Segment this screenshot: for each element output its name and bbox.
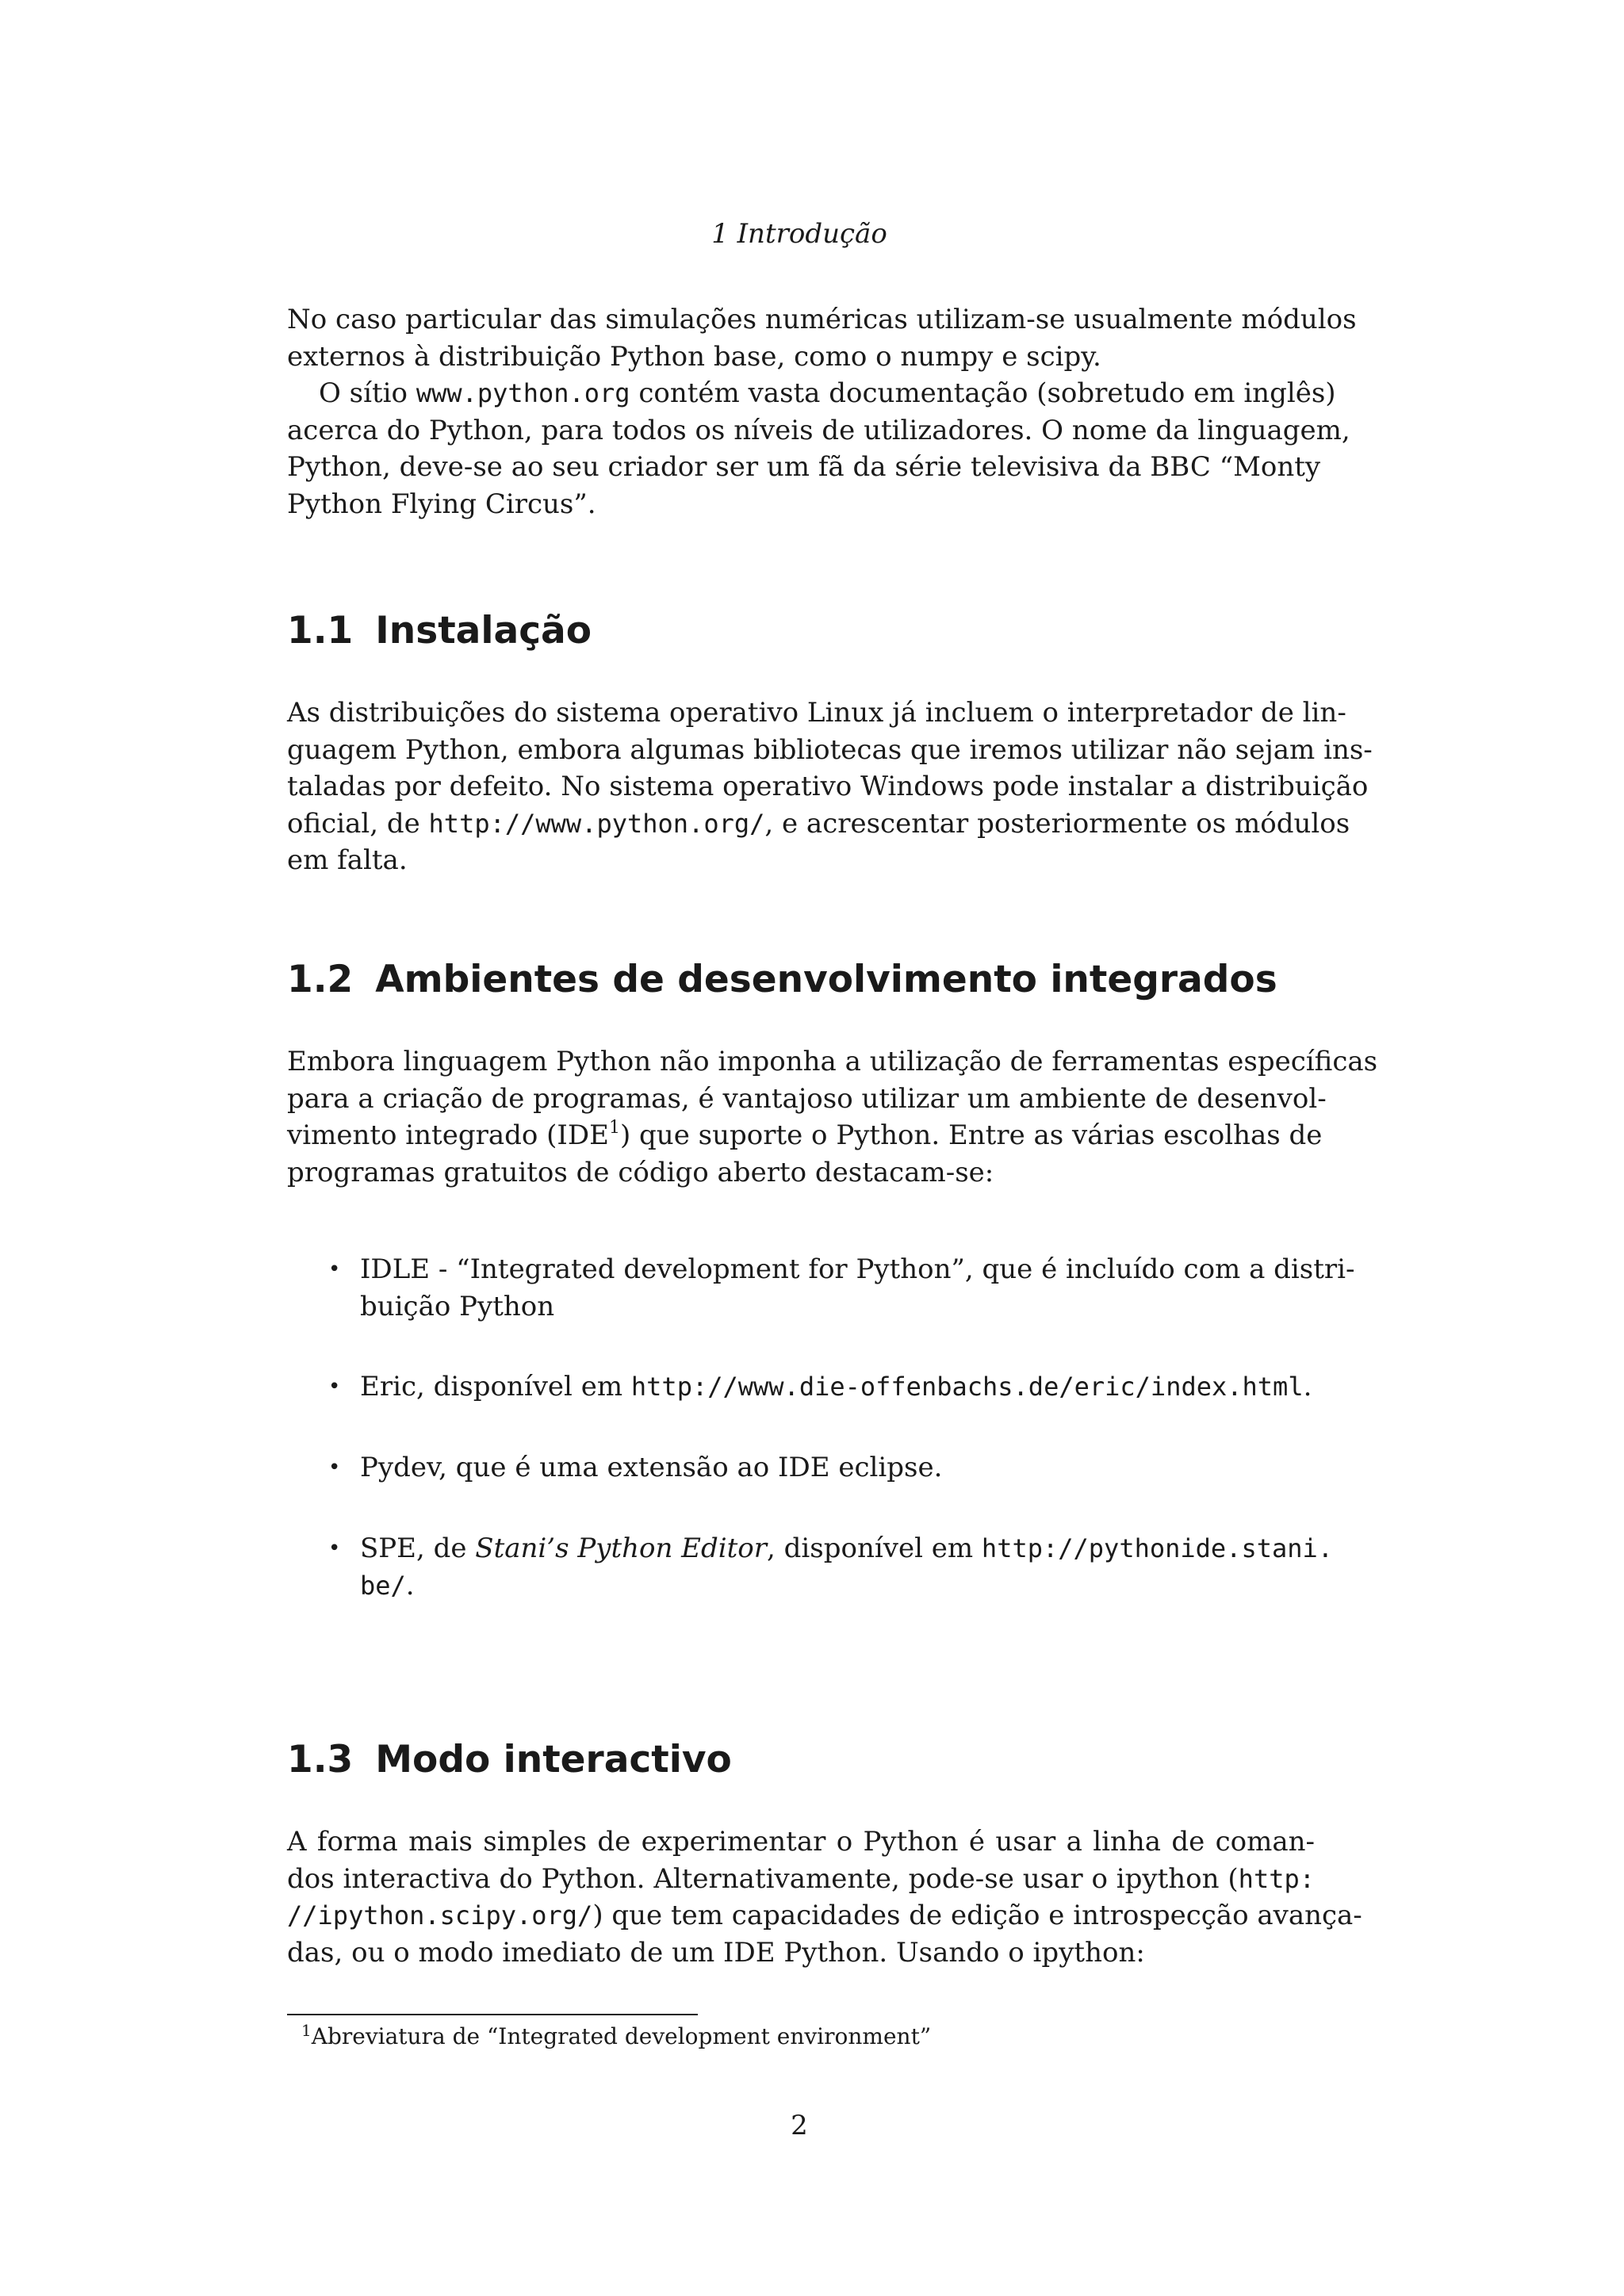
text-line: No caso particular das simulações numéricas utilizam-se usualmente módulos bbox=[287, 304, 1357, 335]
text-line bbox=[360, 1567, 1315, 1605]
paragraph-instalacao bbox=[287, 695, 1373, 879]
url-python-org-full[interactable]: http://www.python.org/ bbox=[428, 808, 765, 839]
text-line bbox=[360, 1530, 1334, 1567]
list-item bbox=[287, 1530, 1334, 1605]
url-spe[interactable]: http://pythonide.stani. bbox=[981, 1533, 1334, 1563]
text-span: Eric, disponível em bbox=[360, 1371, 631, 1402]
text-span: oficial, de bbox=[287, 807, 429, 840]
section-heading-modo-interactivo bbox=[287, 1736, 732, 1784]
intro-paragraph-1 bbox=[287, 301, 1357, 375]
section-number: 1.2 bbox=[287, 958, 354, 1001]
text-span: SPE, de bbox=[360, 1533, 476, 1564]
url-spe-cont[interactable]: be/ bbox=[360, 1570, 406, 1601]
text-span: . bbox=[405, 1569, 415, 1601]
emphasis-spe: Stani’s Python Editor bbox=[475, 1533, 768, 1564]
list-item bbox=[287, 1251, 1355, 1326]
section-title: Modo interactivo bbox=[375, 1738, 732, 1781]
text-line: IDLE - “Integrated development for Python”, que é incluído com a distri- bbox=[360, 1253, 1355, 1285]
url-ipython-cont[interactable]: //ipython.scipy.org/ bbox=[287, 1900, 593, 1931]
text-line: das, ou o modo imediato de um IDE Python. Usando o ipython: bbox=[287, 1936, 1145, 1969]
text-line: A forma mais simples de experimentar o Python é usar a linha de coman- bbox=[287, 1826, 1315, 1858]
text-span: . bbox=[1303, 1371, 1312, 1402]
text-line bbox=[287, 1861, 1315, 1898]
bullet-icon: • bbox=[328, 1456, 341, 1479]
section-title: Instalação bbox=[375, 609, 592, 652]
text-line: Pydev, que é uma extensão ao IDE eclipse. bbox=[360, 1452, 943, 1483]
bullet-icon: • bbox=[328, 1257, 341, 1281]
section-number: 1.3 bbox=[287, 1738, 354, 1781]
list-item bbox=[287, 1449, 1315, 1487]
url-eric[interactable]: http://www.die-offenbachs.de/eric/index.html bbox=[630, 1372, 1304, 1402]
text-line bbox=[287, 1897, 1362, 1934]
paragraph-ambientes bbox=[287, 1043, 1378, 1191]
footnote-mark: 1 bbox=[301, 2021, 312, 2040]
text-span: contém vasta documentação (sobretudo em inglês) bbox=[630, 377, 1336, 409]
text-line: buição Python bbox=[360, 1290, 555, 1322]
section-heading-instalacao bbox=[287, 607, 592, 655]
page-number: 2 bbox=[791, 2110, 808, 2141]
text-line: Python Flying Circus”. bbox=[287, 488, 596, 520]
list-item-text bbox=[360, 1251, 1355, 1325]
text-line bbox=[360, 1368, 1315, 1406]
footnote bbox=[301, 2022, 931, 2052]
footnote-text: Abreviatura de “Integrated development environment” bbox=[311, 2023, 932, 2049]
text-line: externos à distribuição Python base, como o numpy e scipy. bbox=[287, 340, 1101, 373]
paragraph-modo-interactivo bbox=[287, 1823, 1362, 1971]
text-line: guagem Python, embora algumas bibliotecas que iremos utilizar não sejam ins- bbox=[287, 733, 1373, 766]
text-line bbox=[287, 375, 1336, 412]
url-ipython[interactable]: http: bbox=[1238, 1863, 1315, 1894]
text-line bbox=[287, 806, 1350, 843]
text-span: ) que tem capacidades de edição e introspecção avança- bbox=[592, 1900, 1362, 1931]
list-item-text bbox=[360, 1368, 1315, 1406]
text-line: programas gratuitos de código aberto destacam-se: bbox=[287, 1156, 994, 1188]
url-python-org[interactable]: www.python.org bbox=[416, 378, 630, 408]
text-line: Embora linguagem Python não imponha a utilização de ferramentas específicas bbox=[287, 1046, 1378, 1077]
running-head: 1 Introdução bbox=[711, 218, 887, 250]
bullet-icon: • bbox=[328, 1375, 341, 1399]
list-item bbox=[287, 1368, 1315, 1406]
text-span: dos interactiva do Python. Alternativamente, pode-se usar o ipython ( bbox=[287, 1862, 1239, 1895]
text-line: para a criação de programas, é vantajoso utilizar um ambiente de desenvol- bbox=[287, 1082, 1327, 1115]
footnote-ref[interactable]: 1 bbox=[608, 1118, 620, 1138]
text-span: vimento integrado (IDE bbox=[287, 1119, 609, 1151]
footnote-divider bbox=[287, 2014, 698, 2015]
text-span: , e acrescentar posteriormente os módulos bbox=[764, 807, 1350, 840]
intro-paragraph-2 bbox=[287, 375, 1350, 522]
text-line: em falta. bbox=[287, 844, 408, 876]
text-span: O sítio bbox=[319, 377, 416, 409]
text-line: Python, deve-se ao seu criador ser um fã da série televisiva da BBC “Monty bbox=[287, 451, 1321, 483]
text-line: acerca do Python, para todos os níveis de utilizadores. O nome da linguagem, bbox=[287, 414, 1350, 446]
section-number: 1.1 bbox=[287, 609, 354, 652]
section-heading-ambientes bbox=[287, 956, 1277, 1004]
text-span: , disponível em bbox=[767, 1533, 982, 1564]
list-item-text bbox=[360, 1449, 1315, 1487]
text-line: taladas por defeito. No sistema operativo Windows pode instalar a distribuição bbox=[287, 771, 1369, 802]
section-title: Ambientes de desenvolvimento integrados bbox=[375, 958, 1277, 1001]
text-line bbox=[287, 1117, 1323, 1154]
text-line: As distribuições do sistema operativo Linux já incluem o interpretador de lin- bbox=[287, 697, 1346, 729]
text-span: ) que suporte o Python. Entre as várias escolhas de bbox=[619, 1119, 1323, 1151]
bullet-icon: • bbox=[328, 1536, 341, 1560]
list-item-text bbox=[360, 1530, 1334, 1604]
